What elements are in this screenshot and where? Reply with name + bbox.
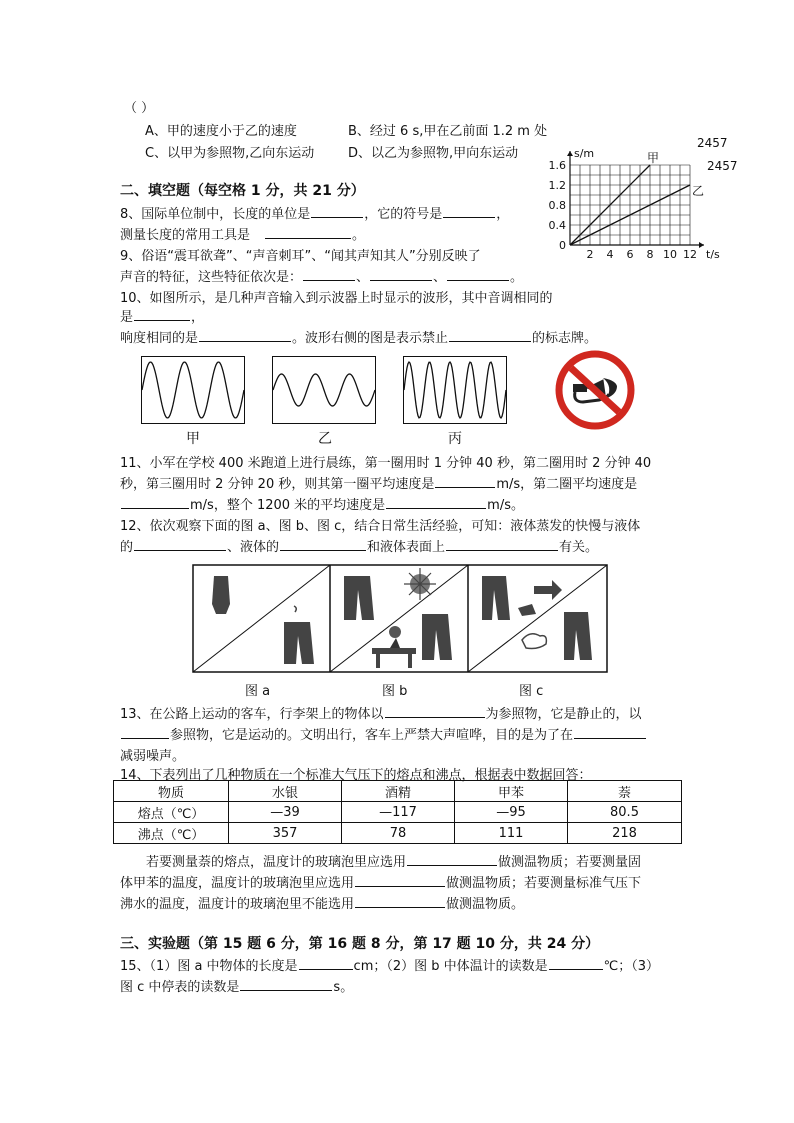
table-cell: —117 bbox=[342, 802, 455, 823]
waveform-bing bbox=[403, 356, 507, 424]
series-label-jia: 甲 bbox=[646, 151, 660, 165]
series-label-yi: 乙 bbox=[691, 184, 705, 198]
table-cell: 218 bbox=[568, 823, 682, 844]
q10-line1: 10、如图所示，是几种声音输入到示波器上时显示的波形，其中音调相同的 bbox=[120, 291, 553, 306]
y-axis-label: s/m bbox=[574, 147, 595, 160]
q9-sep: 、 bbox=[433, 270, 447, 285]
table-cell: 熔点（℃） bbox=[114, 802, 229, 823]
blank[interactable] bbox=[549, 957, 603, 970]
y-tick-label: 0 bbox=[559, 239, 566, 252]
blank[interactable] bbox=[121, 726, 169, 739]
x-tick-label: 8 bbox=[646, 248, 654, 261]
table-cell: —39 bbox=[229, 802, 342, 823]
q12-text-a: 的 bbox=[120, 540, 134, 555]
q15-text-d: 图 c 中停表的读数是 bbox=[120, 980, 240, 995]
blank[interactable] bbox=[303, 268, 355, 281]
q15-text-c: ℃；（3） bbox=[603, 959, 660, 974]
q15-text-b: cm；（2）图 b 中体温计的读数是 bbox=[353, 959, 548, 974]
y-tick-label: 0.4 bbox=[548, 219, 566, 232]
x-axis-label: t/s bbox=[706, 248, 720, 261]
q11-line3 bbox=[120, 494, 524, 513]
graph-grid bbox=[570, 165, 690, 245]
q14-line-a bbox=[146, 851, 641, 870]
blank[interactable] bbox=[446, 538, 558, 551]
waveform-yi bbox=[272, 356, 376, 424]
q10-text-c: 响度相同的是 bbox=[120, 331, 199, 346]
blank[interactable] bbox=[385, 705, 485, 718]
q10-line3 bbox=[120, 327, 597, 346]
q9-line1: 9、俗语“震耳欲聋”、“声音刺耳”、“闻其声知其人”分别反映了 bbox=[120, 249, 481, 264]
x-tick-label: 6 bbox=[626, 248, 634, 261]
q8-text-2: 测量长度的常用工具是 bbox=[120, 228, 251, 243]
q10-text-e: 的标志牌。 bbox=[532, 331, 598, 346]
table-cell: 78 bbox=[342, 823, 455, 844]
q13-line2 bbox=[120, 724, 647, 743]
q13-text-c: 参照物，它是运动的。文明出行，客车上严禁大声喧哗，目的是为了在 bbox=[170, 728, 574, 743]
caption-a: 图 a bbox=[245, 684, 271, 699]
q14-text-c1: 沸水的温度，温度计的玻璃泡里不能选用 bbox=[120, 897, 355, 912]
blank[interactable] bbox=[386, 496, 486, 509]
q14-text-a1: 若要测量萘的熔点，温度计的玻璃泡里应选用 bbox=[146, 855, 407, 870]
option-d: D、以乙为参照物,甲向东运动 bbox=[348, 146, 519, 161]
blank[interactable] bbox=[199, 329, 291, 342]
code-label-2: 2457 bbox=[707, 159, 738, 173]
blank[interactable] bbox=[435, 475, 495, 488]
table-header: 水银 bbox=[229, 781, 342, 802]
blank[interactable] bbox=[447, 268, 509, 281]
section-title-experiment: 三、实验题（第 15 题 6 分，第 16 题 8 分，第 17 题 10 分，共 24 分） bbox=[120, 936, 600, 952]
wave-svg-yi bbox=[273, 357, 375, 423]
x-tick-label: 10 bbox=[663, 248, 677, 261]
q11-text-d: m/s。 bbox=[487, 498, 524, 513]
answer-parentheses: （ ） bbox=[124, 101, 155, 116]
q12-text-c: 和液体表面上 bbox=[367, 540, 446, 555]
option-c: C、以甲为参照物,乙向东运动 bbox=[145, 146, 315, 161]
q8-text-b: ，它的符号是 bbox=[364, 207, 443, 222]
table-header: 萘 bbox=[568, 781, 682, 802]
q8-text-c: ， bbox=[496, 207, 510, 222]
x-tick-label: 12 bbox=[683, 248, 697, 261]
wave-label-jia: 甲 bbox=[186, 431, 200, 447]
q14-line-b bbox=[120, 872, 641, 891]
q8-text-a: 8、国际单位制中，长度的单位是 bbox=[120, 207, 311, 222]
caption-b: 图 b bbox=[382, 684, 408, 699]
q11-text-b: m/s，第二圈平均速度是 bbox=[496, 477, 638, 492]
q13-text-b: 为参照物，它是静止的，以 bbox=[485, 707, 642, 722]
table-header: 物质 bbox=[114, 781, 229, 802]
blank[interactable] bbox=[355, 874, 445, 887]
blank[interactable] bbox=[134, 538, 226, 551]
blank[interactable] bbox=[443, 205, 495, 218]
blank[interactable] bbox=[311, 205, 363, 218]
q14-text-b1: 体甲苯的温度，温度计的玻璃泡里应选用 bbox=[120, 876, 355, 891]
y-axis-arrow bbox=[567, 151, 573, 156]
blank[interactable] bbox=[407, 853, 497, 866]
table-header: 甲苯 bbox=[455, 781, 568, 802]
wave-svg-jia bbox=[142, 357, 244, 423]
q13-text-a: 13、在公路上运动的客车，行李架上的物体以 bbox=[120, 707, 384, 722]
q8-line2 bbox=[120, 224, 365, 243]
blank[interactable] bbox=[449, 329, 531, 342]
graph-labels bbox=[549, 147, 721, 261]
q14-text-a2: 做测温物质；若要测量固 bbox=[498, 855, 642, 870]
q11-line2 bbox=[120, 473, 637, 492]
q10-line2 bbox=[120, 306, 204, 325]
q12-text-d: 有关。 bbox=[559, 540, 599, 555]
s-t-graph bbox=[540, 145, 720, 265]
wave-label-yi: 乙 bbox=[318, 431, 332, 447]
q12-text-b: 、液体的 bbox=[227, 540, 280, 555]
blank[interactable] bbox=[134, 308, 190, 321]
blank[interactable] bbox=[280, 538, 366, 551]
evaporation-figure bbox=[192, 564, 608, 674]
blank[interactable] bbox=[299, 957, 353, 970]
q14-line-c bbox=[120, 893, 524, 912]
q15-text-e: s。 bbox=[333, 980, 354, 995]
q14-text-c2: 做测温物质。 bbox=[446, 897, 525, 912]
option-a: A、甲的速度小于乙的速度 bbox=[145, 124, 297, 139]
no-horn-sign-icon bbox=[555, 350, 635, 430]
table-header: 酒精 bbox=[342, 781, 455, 802]
q10-text-a: 是 bbox=[120, 310, 134, 325]
section-title-fill-blank: 二、填空题（每空格 1 分，共 21 分） bbox=[120, 183, 365, 199]
y-tick-label: 0.8 bbox=[548, 199, 566, 212]
y-tick-label: 1.2 bbox=[548, 179, 566, 192]
q12-line2 bbox=[120, 536, 598, 555]
q12-line1: 12、依次观察下面的图 a、图 b、图 c，结合日常生活经验，可知：液体蒸发的快慢与液体 bbox=[120, 519, 641, 534]
graph-axes bbox=[567, 151, 704, 248]
caption-c: 图 c bbox=[519, 684, 544, 699]
q13-line3: 减弱噪声。 bbox=[120, 749, 186, 764]
x-tick-label: 4 bbox=[606, 248, 614, 261]
table-cell: 357 bbox=[229, 823, 342, 844]
blank[interactable] bbox=[240, 978, 332, 991]
blank[interactable] bbox=[574, 726, 646, 739]
table-row bbox=[114, 802, 682, 823]
q14-text-b2: 做测温物质；若要测量标准气压下 bbox=[446, 876, 642, 891]
option-b: B、经过 6 s,甲在乙前面 1.2 m 处 bbox=[348, 124, 548, 139]
blank[interactable] bbox=[355, 895, 445, 908]
x-axis-arrow bbox=[699, 242, 704, 248]
q15-line1 bbox=[120, 955, 659, 974]
table-row bbox=[114, 823, 682, 844]
q9-sep: 、 bbox=[356, 270, 370, 285]
q8-end: 。 bbox=[352, 228, 366, 243]
table-cell: —95 bbox=[455, 802, 568, 823]
table-cell: 80.5 bbox=[568, 802, 682, 823]
q9-line2 bbox=[120, 266, 523, 285]
q14-line1: 14、下表列出了几种物质在一个标准大气压下的熔点和沸点，根据表中数据回答： bbox=[120, 768, 592, 783]
melting-boiling-table bbox=[113, 780, 682, 844]
blank[interactable] bbox=[121, 496, 189, 509]
q10-text-b: ， bbox=[191, 310, 205, 325]
blank[interactable] bbox=[370, 268, 432, 281]
q10-text-d: 。波形右侧的图是表示禁止 bbox=[292, 331, 449, 346]
x-tick-label: 2 bbox=[586, 248, 594, 261]
table-cell: 沸点（℃） bbox=[114, 823, 229, 844]
waveform-jia bbox=[141, 356, 245, 424]
table-cell: 111 bbox=[455, 823, 568, 844]
q15-line2 bbox=[120, 976, 353, 995]
q9-text: 声音的特征，这些特征依次是： bbox=[120, 270, 303, 285]
table-header-row bbox=[114, 781, 682, 802]
code-label-1: 2457 bbox=[697, 136, 728, 150]
q9-end: 。 bbox=[510, 270, 524, 285]
q11-text-c: m/s，整个 1200 米的平均速度是 bbox=[190, 498, 386, 513]
q11-line1: 11、小军在学校 400 米跑道上进行晨练，第一圈用时 1 分钟 40 秒，第二圈用时 2 分钟 40 bbox=[120, 456, 652, 471]
blank[interactable] bbox=[265, 226, 351, 239]
y-tick-label: 1.6 bbox=[548, 159, 566, 172]
q11-text-a: 秒，第三圈用时 2 分钟 20 秒，则其第一圈平均速度是 bbox=[120, 477, 435, 492]
q15-text-a: 15、（1）图 a 中物体的长度是 bbox=[120, 959, 298, 974]
q13-line1 bbox=[120, 703, 642, 722]
wave-svg-bing bbox=[404, 357, 506, 423]
q8-line1 bbox=[120, 203, 509, 222]
wave-label-bing: 丙 bbox=[448, 431, 462, 447]
